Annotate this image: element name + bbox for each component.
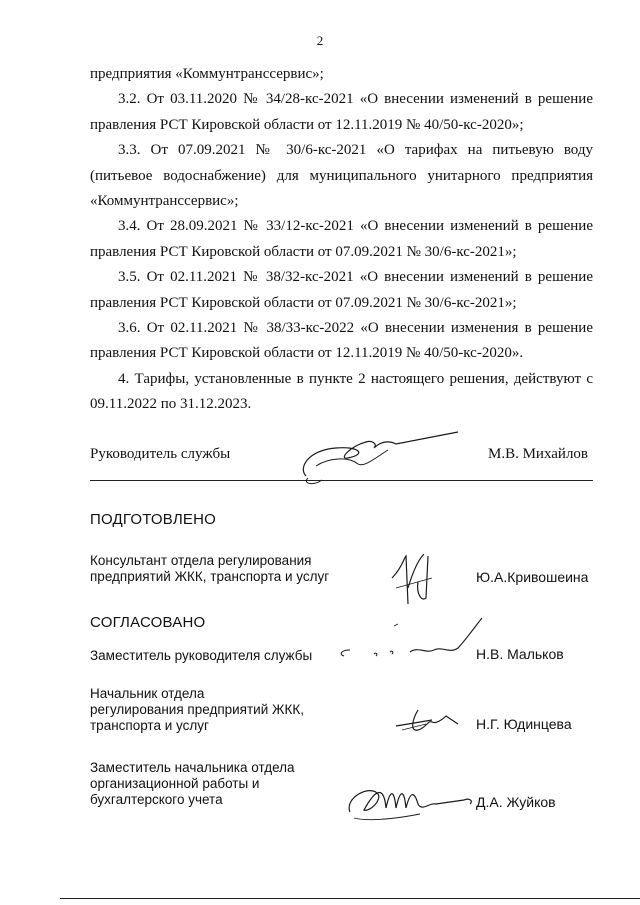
agreed-entry-3-signature-image (340, 778, 480, 828)
prepared-signature-image (382, 548, 442, 608)
separator-line (90, 480, 593, 481)
paragraph-3-2: 3.2. От 03.11.2020 № 34/28-кс-2021 «О внесении изменений в решение правления РСТ Кировской области от 12.11.2019 № 40/50-кс-2020»; (90, 91, 593, 133)
agreed-role-line: транспорта и услуг (90, 718, 209, 733)
agreed-role-line: бухгалтерского учета (90, 792, 223, 807)
agreed-role-line: Начальник отдела (90, 686, 205, 701)
paragraph-3-5: 3.5. От 02.11.2021 № 38/32-кс-2021 «О внесении изменений в решение правления РСТ Кировской области от 07.09.2021 № 30/6-кс-2021»; (90, 269, 593, 311)
agreed-heading: СОГЛАСОВАНО (90, 614, 206, 631)
prepared-heading: ПОДГОТОВЛЕНО (90, 511, 216, 528)
footer-line (60, 898, 640, 899)
agreed-entry-1-role (90, 648, 312, 664)
decision-body (90, 62, 593, 418)
agreed-entry-1-signature-image (334, 612, 484, 662)
head-name: М.В. Михайлов (488, 446, 589, 462)
agreed-entry-2-name: Н.Г. Юдинцева (476, 716, 572, 732)
paragraph-3-6: 3.6. От 02.11.2021 № 38/33-кс-2022 «О внесении изменения в решение правления РСТ Кировской области от 12.11.2019 № 40/50-кс-2020». (90, 320, 593, 362)
prepared-name: Ю.А.Кривошеина (476, 569, 589, 585)
agreed-entry-2-role (90, 686, 304, 734)
prepared-role-line: Консультант отдела регулирования (90, 553, 312, 568)
agreed-entry-3-role (90, 760, 295, 808)
agreed-role-line: организационной работы и (90, 776, 260, 791)
paragraph-4: 4. Тарифы, установленные в пункте 2 настоящего решения, действуют с 09.11.2022 по 31.12.2023. (90, 370, 593, 413)
head-role: Руководитель службы (90, 446, 231, 462)
prepared-role-line: предприятий ЖКК, транспорта и услуг (90, 569, 330, 584)
head-signature-image (288, 428, 463, 488)
agreed-role-line: Заместитель руководителя службы (90, 648, 313, 663)
prepared-role (90, 553, 329, 585)
agreed-entry-1-name: Н.В. Мальков (476, 646, 564, 662)
agreed-entry-2-signature-image (392, 700, 462, 740)
agreed-role-line: регулирования предприятий ЖКК, (90, 702, 304, 717)
paragraph-3-4: 3.4. От 28.09.2021 № 33/12-кс-2021 «О внесении изменений в решение правления РСТ Кировской области от 07.09.2021 № 30/6-кс-2021»; (90, 218, 593, 260)
paragraph-3-3: 3.3. От 07.09.2021 № 30/6-кс-2021 «О тарифах на питьевую воду (питьевое водоснабжение) для муниципального унитарного предприятия «Коммунтранссервис»; (90, 142, 593, 210)
page-number: 2 (316, 33, 324, 48)
paragraph-continuation: предприятия «Коммунтранссервис»; (90, 66, 324, 82)
agreed-entry-3-name: Д.А. Жуйков (476, 794, 556, 810)
agreed-role-line: Заместитель начальника отдела (90, 760, 295, 775)
